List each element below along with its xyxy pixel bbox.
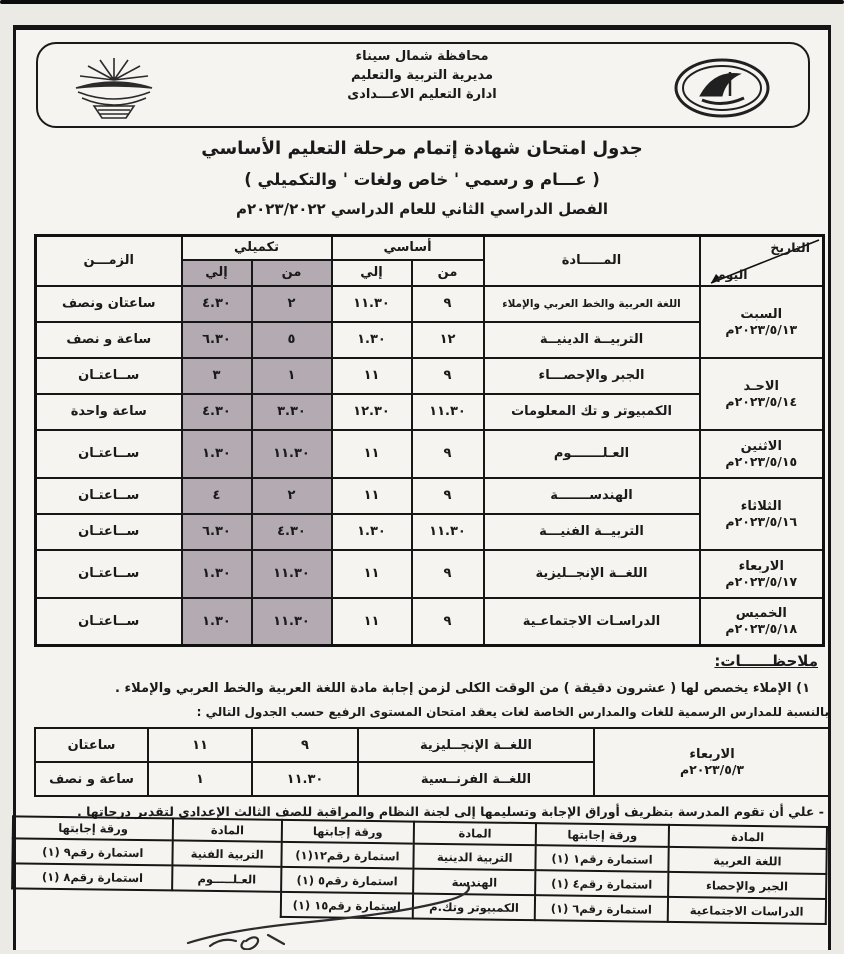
header-subject: المـــــادة [484, 236, 700, 286]
supp-from-cell: ١١.٣٠ [252, 598, 332, 646]
subject-cell: الدراسـات الاجتماعـية [484, 598, 700, 646]
day-name: الخميس [735, 606, 787, 622]
level-to: ١ [148, 762, 252, 796]
subject-cell: العـلـــــــوم [484, 430, 700, 478]
exam-row [36, 550, 824, 598]
level-duration: ساعة و نصف [35, 762, 148, 796]
exam-schedule-table [34, 234, 825, 647]
duration-cell: ساعة واحدة [36, 394, 182, 430]
exam-row [36, 286, 824, 322]
exam-row [36, 598, 824, 646]
basic-from-cell: ٩ [412, 430, 484, 478]
org-line-administration: ادارة التعليم الاعـــدادى [347, 86, 497, 102]
basic-to-cell: ١١.٣٠ [332, 286, 412, 322]
supp-to-cell: ١.٣٠ [182, 430, 252, 478]
basic-from-cell: ١٢ [412, 322, 484, 358]
level-subject: اللغــة الإنجــليزية [358, 728, 594, 762]
supp-from-cell: ٣.٣٠ [252, 394, 332, 430]
supp-to-cell: ٣ [182, 358, 252, 394]
day-date: ٢٠٢٣/٥/١٤م [725, 393, 798, 409]
subject-cell: الهندســـــــة [484, 478, 700, 514]
supp-from-cell: ١ [252, 358, 332, 394]
forms-subject-cell: الدراسات الاجتماعية [667, 897, 826, 924]
day-date: ٢٠٢٣/٥/١٣م [725, 321, 798, 337]
duration-cell: ساعة و نصف [36, 322, 182, 358]
day-cell [700, 478, 824, 550]
day-cell [700, 598, 824, 646]
exam-row [36, 430, 824, 478]
exam-row [36, 478, 824, 514]
level-day: الاربعاء [689, 747, 735, 762]
supp-to-cell: ١.٣٠ [182, 550, 252, 598]
day-cell [700, 550, 824, 598]
header-basic-to: إلي [332, 260, 412, 286]
handwriting-squiggle-icon [150, 883, 480, 950]
forms-subject-cell: التربية الفنية [173, 840, 282, 866]
header-supplementary: تكميلي [182, 236, 332, 260]
supp-from-cell: ٢ [252, 478, 332, 514]
day-date: ٢٠٢٣/٥/١٨م [725, 621, 798, 637]
duration-cell: ســاعتـان [36, 430, 182, 478]
supp-from-cell: ٢ [252, 286, 332, 322]
letterhead-text [0, 48, 844, 105]
header-duration: الزمـــن [36, 236, 182, 286]
org-line-directorate: مديرية التربية والتعليم [350, 67, 494, 83]
forms-sheet-cell: استمارة رقم٦ (١) [535, 895, 668, 922]
duration-cell: ســاعتـان [36, 598, 182, 646]
page-subtitle-systems: ( عـــام و رسمي ' خاص ولغات ' والتكميلي ) [244, 170, 600, 189]
note-language-schools: بالنسبة للمدارس الرسمية للغات والمدارس الخاصة لغات يعقد امتحان المستوى الرفيع حسب الجدول التالي : [196, 705, 829, 719]
forms-subject-cell: العـلـــــوم [173, 865, 282, 891]
supp-to-cell: ٤.٣٠ [182, 394, 252, 430]
duration-cell: ســاعتـان [36, 478, 182, 514]
supp-to-cell: ٦.٣٠ [182, 514, 252, 550]
forms-subject-cell: الهندسة [413, 869, 536, 896]
basic-to-cell: ١١ [332, 598, 412, 646]
supp-from-cell: ٤.٣٠ [252, 514, 332, 550]
duration-cell: ســاعتـان [36, 358, 182, 394]
forms-header-subject: المادة [173, 818, 282, 841]
basic-to-cell: ١١ [332, 478, 412, 514]
subject-cell: التربيــة الفنيـــة [484, 514, 700, 550]
basic-from-cell: ٩ [412, 286, 484, 322]
supp-to-cell: ٦.٣٠ [182, 322, 252, 358]
notes-heading: ملاحظــــــات: [714, 652, 818, 670]
day-name: السبت [740, 306, 783, 322]
forms-subject-cell: اللغة العربية [668, 847, 827, 874]
supp-from-cell: ١١.٣٠ [252, 430, 332, 478]
forms-header-sheet: ورقة إجابتها [281, 820, 414, 844]
high-level-exam-table [34, 727, 831, 797]
day-name: الاحـد [743, 378, 779, 394]
duration-cell: ســاعتـان [36, 514, 182, 550]
forms-header-subject: المادة [668, 825, 827, 849]
forms-header-subject: المادة [414, 822, 537, 846]
day-cell [700, 430, 824, 478]
level-date: ٢٠٢٣/٥/٣م [679, 762, 745, 777]
forms-subject-cell: الجبر والإحصاء [668, 872, 827, 899]
basic-to-cell: ١.٣٠ [332, 322, 412, 358]
duration-cell: ساعتان ونصف [36, 286, 182, 322]
level-subject: اللغــة الفرنــسية [358, 762, 594, 796]
level-from: ٩ [252, 728, 358, 762]
main-table-body [36, 286, 824, 646]
basic-to-cell: ١١ [332, 358, 412, 394]
level-day-cell [594, 728, 830, 796]
corner-label-day: اليوم [716, 266, 748, 282]
basic-from-cell: ٩ [412, 478, 484, 514]
supp-from-cell: ١١.٣٠ [252, 550, 332, 598]
page-title: جدول امتحان شهادة إتمام مرحلة التعليم الأساسي [201, 138, 643, 159]
forms-sheet-cell: استمارة رقم٥ (١) [281, 867, 414, 894]
corner-label-date: التاريخ [770, 240, 810, 255]
forms-subject-cell: التربية الدينية [413, 844, 536, 871]
basic-from-cell: ١١.٣٠ [412, 394, 484, 430]
level-from: ١١.٣٠ [252, 762, 358, 796]
level-row [35, 728, 830, 762]
basic-from-cell: ٩ [412, 550, 484, 598]
basic-from-cell: ١١.٣٠ [412, 514, 484, 550]
header-supp-from: من [252, 260, 332, 286]
header-supp-to: إلي [182, 260, 252, 286]
subject-cell: اللغة العربية والخط العربي والإملاء [484, 286, 700, 322]
basic-to-cell: ١.٣٠ [332, 514, 412, 550]
day-date: ٢٠٢٣/٥/١٧م [725, 573, 798, 589]
basic-to-cell: ١١ [332, 430, 412, 478]
corner-day-date-cell [700, 236, 824, 286]
subject-cell: التربيــة الدينيــة [484, 322, 700, 358]
note-dictation: ١) الإملاء يخصص لها ( عشرون دقيقة ) من الوقت الكلى لزمن إجابة مادة اللغة العربية والخط العربي والإملاء . [115, 681, 810, 696]
day-cell [700, 358, 824, 430]
subject-cell: الجبر والإحصـــاء [484, 358, 700, 394]
forms-header-sheet: ورقة إجابتها [536, 823, 669, 847]
subject-cell: اللغــة الإنجــليزية [484, 550, 700, 598]
day-name: الثلاثاء [740, 498, 782, 514]
day-date: ٢٠٢٣/٥/١٥م [725, 453, 798, 469]
forms-sheet-cell: استمارة رقم٤ (١) [535, 870, 668, 897]
org-line-governorate: محافظة شمال سيناء [355, 49, 489, 64]
exam-row [36, 358, 824, 394]
forms-subject-cell: الكمبيوتر وتك.م [413, 894, 536, 921]
forms-sheet-cell: استمارة رقم٨ (١) [12, 863, 173, 890]
header-basic: أساسي [332, 236, 484, 260]
day-cell [700, 286, 824, 358]
day-date: ٢٠٢٣/٥/١٦م [725, 513, 798, 529]
forms-sheet-cell: استمارة رقم١ (١) [536, 845, 669, 872]
day-name: الاثنين [740, 438, 782, 454]
basic-to-cell: ١١ [332, 550, 412, 598]
forms-sheet-cell: استمارة رقم١٥ (١) [280, 892, 413, 919]
scan-edge-artifact [0, 0, 844, 4]
handwritten-mark [150, 883, 480, 954]
level-to: ١١ [148, 728, 252, 762]
duration-cell: ســاعتـان [36, 550, 182, 598]
basic-from-cell: ٩ [412, 358, 484, 394]
supp-to-cell: ٤ [182, 478, 252, 514]
basic-to-cell: ١٢.٣٠ [332, 394, 412, 430]
note-answer-sheets: - علي أن تقوم المدرسة بتظريف أوراق الإجابة وتسليمها إلى لجنة النظام والمراقبة للصف الثالث الإعدادي لتقدير درجاتها . [77, 804, 824, 819]
page-subtitle-term: الفصل الدراسي الثاني للعام الدراسي ٢٠٢٣/٢٠٢٢م [235, 200, 609, 218]
forms-header-sheet: ورقة إجابتها [13, 816, 174, 840]
header-basic-from: من [412, 260, 484, 286]
supp-to-cell: ٤.٣٠ [182, 286, 252, 322]
level-duration: ساعتان [35, 728, 148, 762]
supp-to-cell: ١.٣٠ [182, 598, 252, 646]
basic-from-cell: ٩ [412, 598, 484, 646]
day-name: الاربعاء [738, 558, 784, 574]
forms-sheet-cell: استمارة رقم٩ (١) [12, 838, 173, 865]
subject-cell: الكمبيوتر و تك المعلومات [484, 394, 700, 430]
supp-from-cell: ٥ [252, 322, 332, 358]
forms-sheet-cell: استمارة رقم١٢(١) [281, 842, 414, 869]
